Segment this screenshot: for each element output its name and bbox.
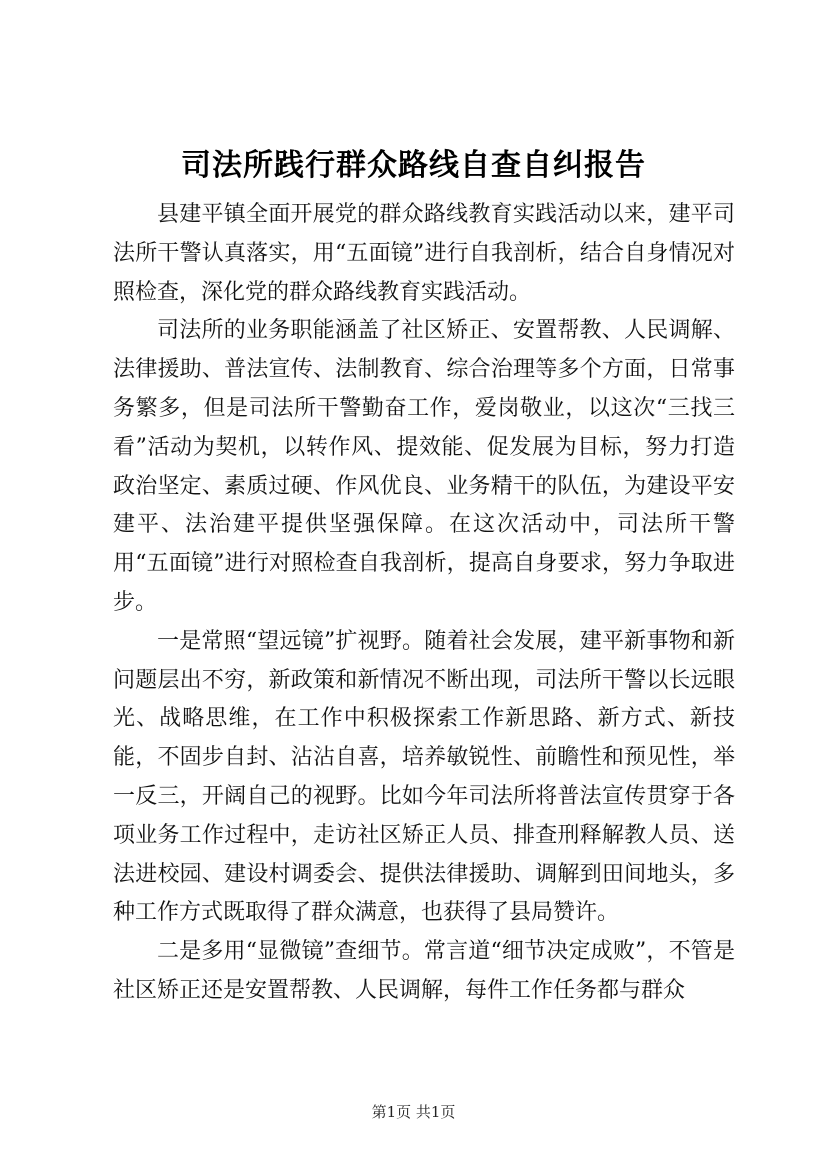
paragraph-1: 县建平镇全面开展党的群众路线教育实践活动以来，建平司法所干警认真落实，用“五面镜”进行自我剖析，结合自身情况对照检查，深化党的群众路线教育实践活动。: [113, 202, 735, 305]
document-title: 司法所践行群众路线自查自纠报告: [181, 148, 646, 183]
paragraph-3: 一是常照“望远镜”扩视野。随着社会发展，建平新事物和新问题层出不穷，新政策和新情况不断出现，司法所干警以长远眼光、战略思维，在工作中积极探索工作新思路、新方式、新技能，不固步自封、沾沾自喜，培养敏锐性、前瞻性和预见性，举一反三，开阔自己的视野。比如今年司法所将普法宣传贯穿于各项业务工作过程中，走访社区矫正人员、排查刑释解教人员、送法进校园、建设村调委会、提供法律援助、调解到田间地头，多种工作方式既取得了群众满意，也获得了县局赞许。: [113, 628, 735, 926]
page-number-footer: 第1页 共1页: [371, 1103, 456, 1121]
paragraph-4: 二是多用“显微镜”查细节。常言道“细节决定成败”，不管是社区矫正还是安置帮教、人民调解，每件工作任务都与群众: [113, 939, 735, 1003]
document-body: [113, 196, 735, 1011]
paragraph-2: 司法所的业务职能涵盖了社区矫正、安置帮教、人民调解、法律援助、普法宣传、法制教育、综合治理等多个方面，日常事务繁多，但是司法所干警勤奋工作，爱岗敬业，以这次“三找三看”活动为契机，以转作风、提效能、促发展为目标，努力打造政治坚定、素质过硬、作风优良、业务精干的队伍，为建设平安建平、法治建平提供坚强保障。在这次活动中，司法所干警用“五面镜”进行对照检查自我剖析，提高自身要求，努力争取进步。: [113, 318, 735, 615]
